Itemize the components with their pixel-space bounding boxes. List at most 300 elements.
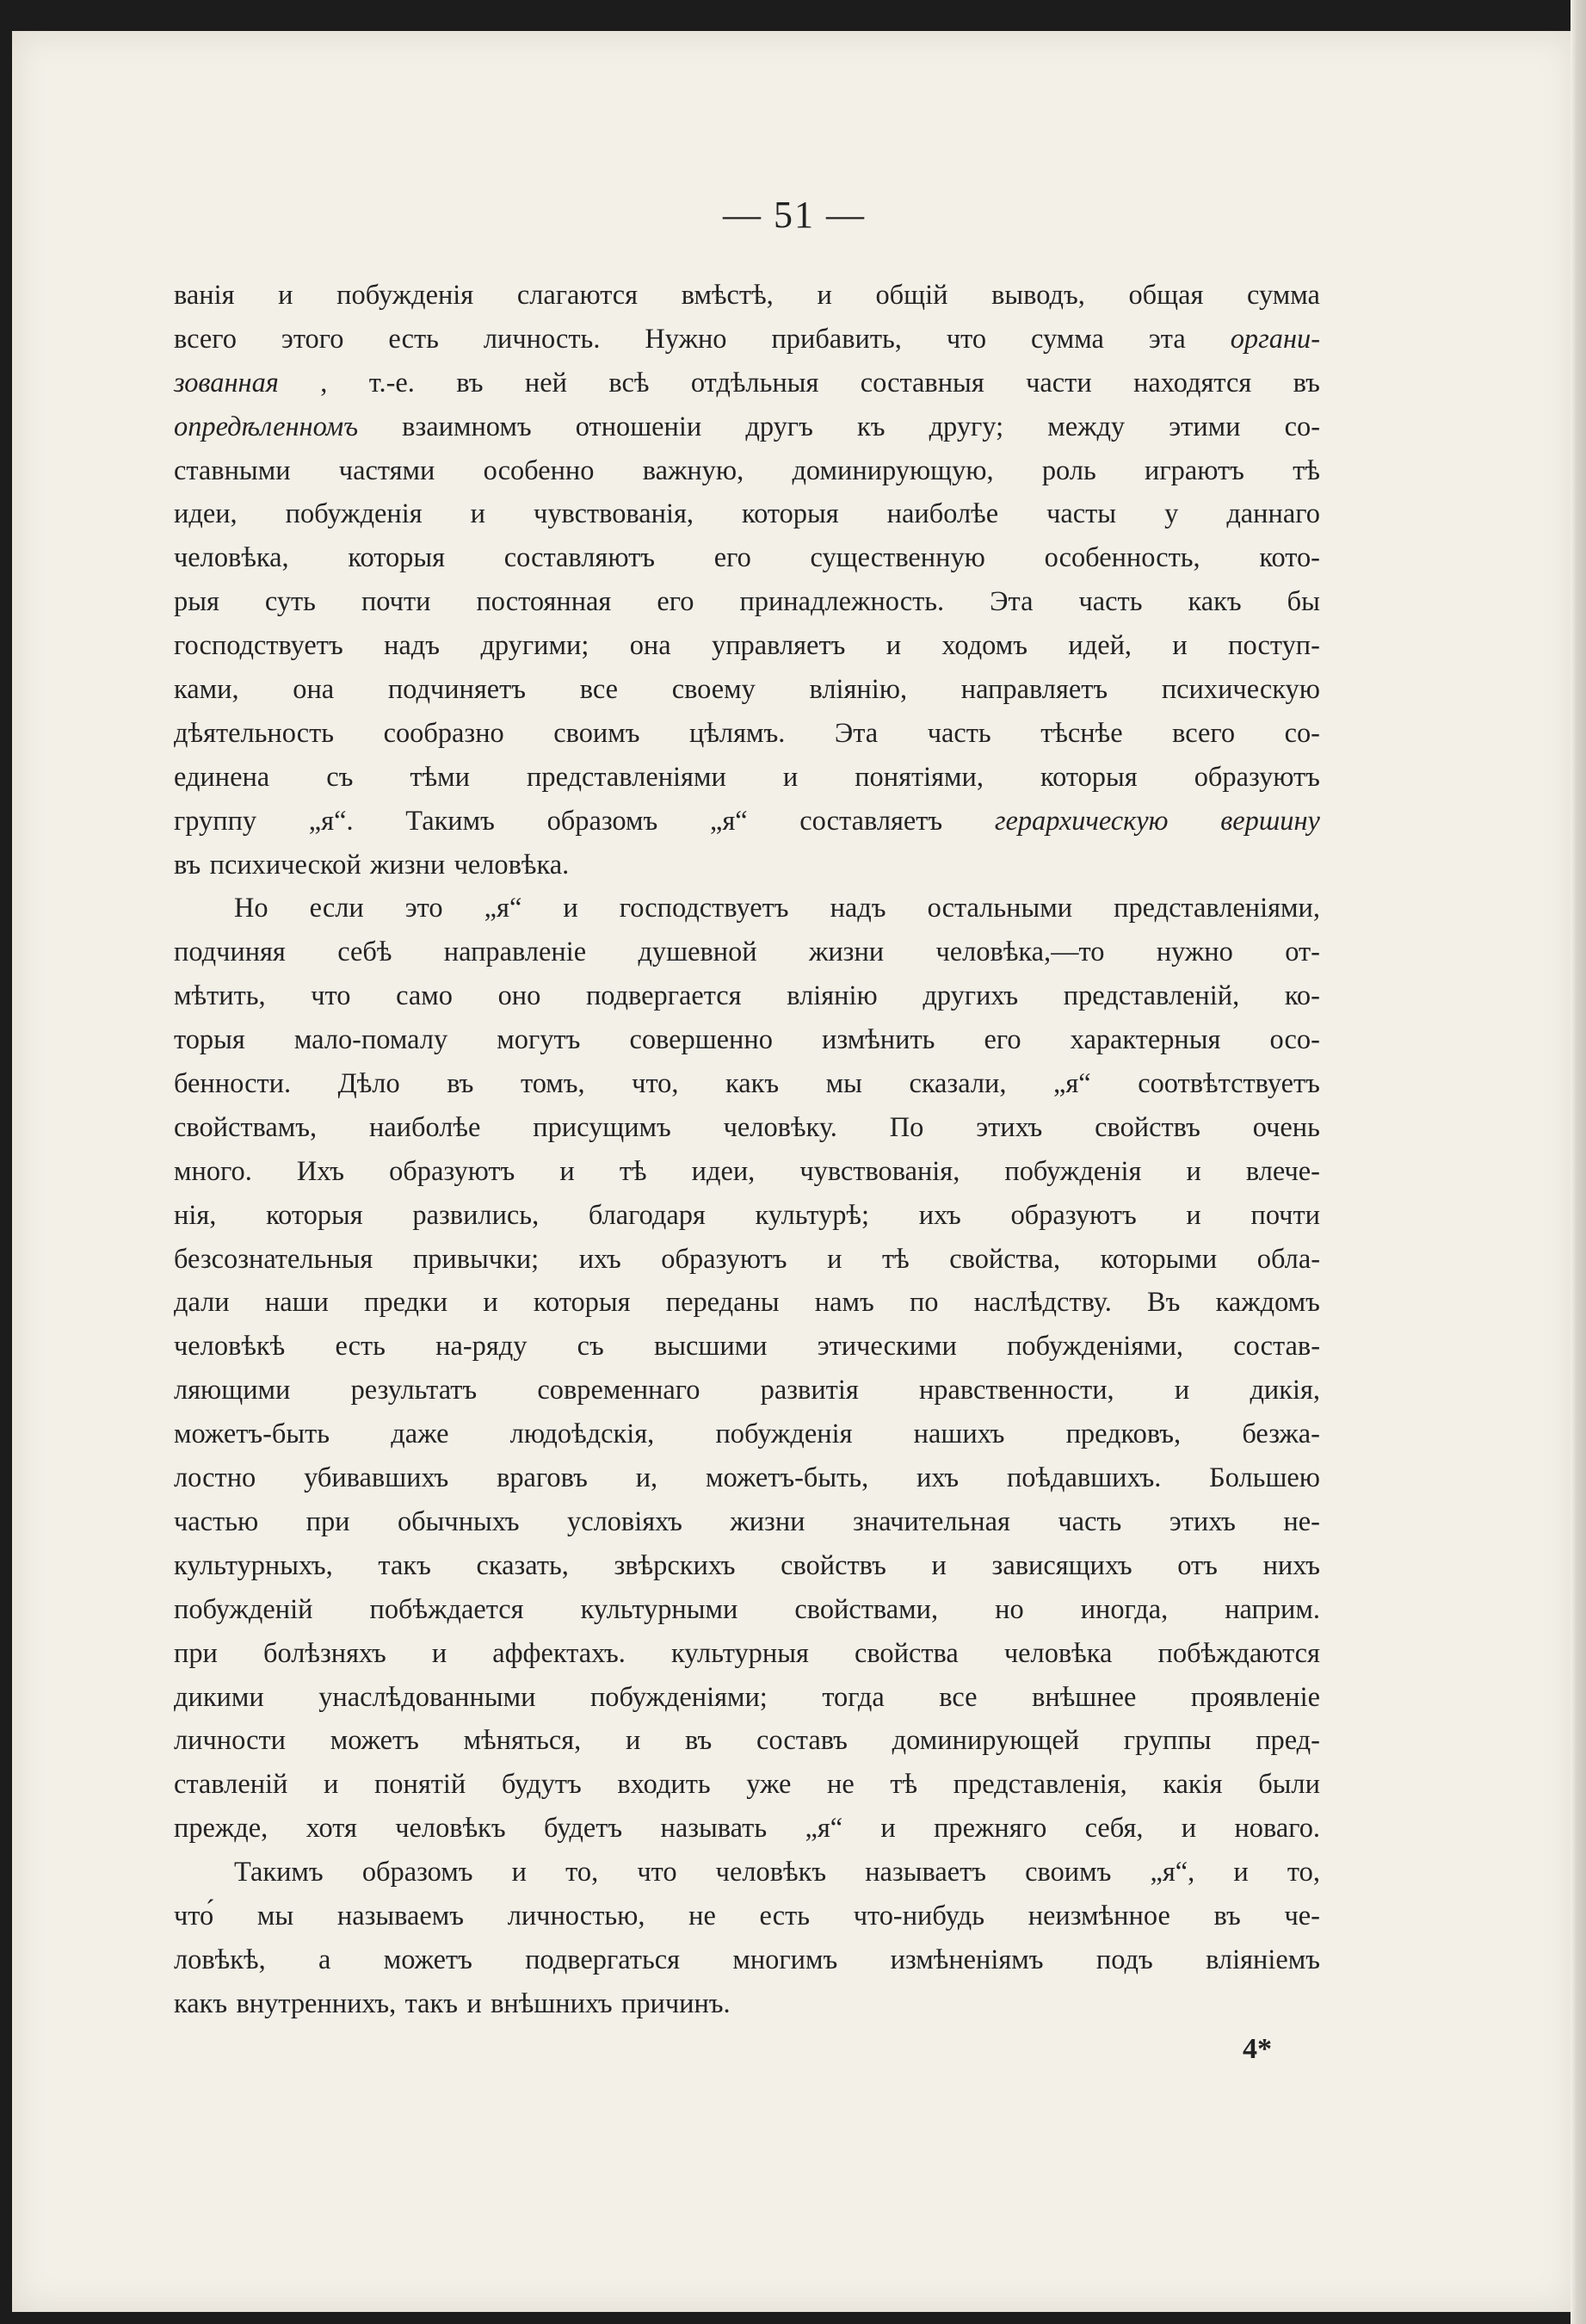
word: осо- bbox=[1269, 1024, 1320, 1056]
word: не bbox=[688, 1900, 716, 1932]
signature-mark: 4* bbox=[1243, 2033, 1272, 2065]
word: подъ bbox=[1095, 1944, 1153, 1975]
text-line bbox=[174, 580, 1320, 624]
word: идеи, bbox=[174, 498, 238, 530]
text-line bbox=[174, 1851, 1320, 1894]
word: кото- bbox=[1259, 542, 1320, 574]
word: томъ, bbox=[520, 1068, 585, 1100]
word: ихъ bbox=[918, 1199, 961, 1231]
word: которыя bbox=[348, 542, 445, 574]
text-line bbox=[174, 1281, 1320, 1325]
word: обычныхъ bbox=[397, 1505, 520, 1537]
word: „я“ bbox=[709, 805, 748, 837]
word: какъ bbox=[1188, 586, 1242, 618]
word: , bbox=[320, 367, 328, 399]
word: которыя bbox=[742, 498, 839, 530]
word: Такимъ bbox=[405, 805, 495, 837]
word: и bbox=[483, 1287, 498, 1319]
word: принадлежность. bbox=[739, 586, 945, 618]
text-line bbox=[174, 974, 1320, 1018]
word: въ bbox=[1293, 367, 1320, 399]
text-line bbox=[174, 1369, 1320, 1412]
word: составляютъ bbox=[503, 542, 656, 574]
word: и bbox=[1174, 1375, 1190, 1406]
word: и bbox=[511, 1857, 527, 1888]
word: Дѣло bbox=[337, 1068, 400, 1100]
text-line bbox=[174, 624, 1320, 668]
word: „я“ bbox=[484, 893, 522, 924]
word: органи- bbox=[1230, 323, 1320, 355]
word: на-ряду bbox=[435, 1331, 528, 1363]
word: входить bbox=[617, 1769, 711, 1801]
word: въ bbox=[447, 1068, 474, 1100]
word: всего bbox=[174, 323, 237, 355]
word: влече- bbox=[1245, 1155, 1320, 1187]
word: цѣлямъ. bbox=[689, 717, 786, 749]
word: господствуетъ bbox=[619, 893, 789, 924]
word: этого bbox=[281, 323, 344, 355]
word: внѣшнее bbox=[1032, 1681, 1137, 1713]
word: человѣкъ bbox=[715, 1857, 827, 1888]
word: дѣятельность bbox=[174, 717, 335, 749]
word: неизмѣнное bbox=[1028, 1900, 1170, 1932]
word: образомъ bbox=[546, 805, 658, 837]
word: лостно bbox=[174, 1462, 256, 1494]
word: культурѣ; bbox=[755, 1199, 869, 1231]
word: какія bbox=[1163, 1769, 1223, 1801]
word: по bbox=[909, 1287, 939, 1319]
word: себя, bbox=[1084, 1813, 1144, 1845]
word: и bbox=[1186, 1155, 1201, 1187]
word: даже bbox=[391, 1419, 449, 1450]
word: мѣняться, bbox=[463, 1725, 582, 1757]
word: такъ bbox=[404, 1987, 459, 2019]
word: другъ bbox=[745, 411, 813, 442]
word: управляетъ bbox=[712, 630, 846, 662]
word: вмѣстѣ, bbox=[681, 280, 774, 311]
word: многимъ bbox=[732, 1944, 838, 1975]
word: свойства bbox=[854, 1637, 959, 1669]
word: со- bbox=[1284, 411, 1320, 442]
word: подвергаться bbox=[525, 1944, 680, 1975]
word: мы bbox=[825, 1068, 862, 1100]
word: тѣснѣе bbox=[1040, 717, 1123, 749]
word: она bbox=[629, 630, 671, 662]
word: человѣкъ bbox=[395, 1813, 506, 1845]
word: слагаются bbox=[516, 280, 639, 311]
word: что-нибудь bbox=[853, 1900, 985, 1932]
word: что bbox=[637, 1857, 677, 1888]
word: переданы bbox=[665, 1287, 780, 1319]
text-line bbox=[174, 492, 1320, 536]
word: часты bbox=[1046, 498, 1117, 530]
word: почти bbox=[361, 586, 431, 618]
word: и bbox=[470, 498, 486, 530]
word: современнаго bbox=[537, 1375, 700, 1406]
word: личность. bbox=[483, 323, 601, 355]
text-line bbox=[174, 318, 1320, 362]
word: побужденія bbox=[336, 280, 474, 311]
word: поступ- bbox=[1228, 630, 1320, 662]
word: подчиняетъ bbox=[387, 674, 527, 706]
word: зованная bbox=[174, 367, 279, 399]
word: Но bbox=[234, 893, 268, 924]
word: человѣка bbox=[1003, 1637, 1113, 1669]
word: которыми bbox=[1100, 1243, 1218, 1275]
word: „я“ bbox=[805, 1813, 843, 1845]
word: каждомъ bbox=[1215, 1287, 1320, 1319]
word: побужденія bbox=[1004, 1155, 1142, 1187]
text-line bbox=[174, 1018, 1320, 1062]
word: что bbox=[946, 323, 987, 355]
word: отношеніи bbox=[575, 411, 702, 442]
word: въ bbox=[1213, 1900, 1241, 1932]
word: его bbox=[713, 542, 751, 574]
word: тѣ bbox=[1293, 454, 1320, 486]
text-line bbox=[174, 536, 1320, 580]
word: какъ bbox=[725, 1068, 780, 1100]
word: присущимъ bbox=[533, 1111, 671, 1143]
word: единена bbox=[174, 761, 270, 793]
text-line bbox=[174, 1938, 1320, 1982]
word: общая bbox=[1128, 280, 1204, 311]
word: себѣ bbox=[337, 936, 392, 968]
text-line bbox=[174, 800, 1320, 844]
word: частью bbox=[174, 1505, 259, 1537]
text-line bbox=[174, 1238, 1320, 1282]
word: къ bbox=[856, 411, 886, 442]
word: наиболѣе bbox=[368, 1111, 481, 1143]
word: измѣнить bbox=[822, 1024, 935, 1056]
word: побѣждаются bbox=[1157, 1637, 1320, 1669]
word: у bbox=[1164, 498, 1179, 530]
word: Большею bbox=[1209, 1462, 1320, 1494]
word: представленій, bbox=[1063, 980, 1240, 1012]
word: предковъ, bbox=[1065, 1419, 1182, 1450]
word: образуютъ bbox=[389, 1155, 515, 1187]
word: очень bbox=[1252, 1111, 1320, 1143]
text-line bbox=[174, 1763, 1320, 1807]
word: важную, bbox=[642, 454, 744, 486]
word: и bbox=[880, 1813, 896, 1845]
word: будетъ bbox=[544, 1813, 623, 1845]
word: ками, bbox=[174, 674, 239, 706]
word: и bbox=[1233, 1857, 1249, 1888]
text-line bbox=[174, 844, 1320, 887]
word: зависящихъ bbox=[991, 1549, 1132, 1581]
word: опредѣленномъ bbox=[174, 411, 359, 442]
word: и, bbox=[635, 1462, 658, 1494]
word: ихъ bbox=[916, 1462, 960, 1494]
word: свойства, bbox=[949, 1243, 1061, 1275]
word: представленія, bbox=[953, 1769, 1127, 1801]
word: идеи, bbox=[691, 1155, 756, 1187]
word: но bbox=[995, 1593, 1024, 1625]
word: есть bbox=[335, 1331, 386, 1363]
word: и bbox=[278, 280, 293, 311]
word: идей, bbox=[1068, 630, 1132, 662]
word: то, bbox=[565, 1857, 599, 1888]
word: культурныя bbox=[671, 1637, 809, 1669]
word: мы bbox=[256, 1900, 294, 1932]
word: группы bbox=[1123, 1725, 1212, 1757]
word: въ bbox=[456, 367, 484, 399]
word: то, bbox=[1287, 1857, 1320, 1888]
word: прежняго bbox=[934, 1813, 1047, 1845]
word: и bbox=[817, 280, 832, 311]
word: развитія bbox=[760, 1375, 859, 1406]
word: Эта bbox=[990, 586, 1034, 618]
word: внѣшнихъ bbox=[491, 1987, 613, 2019]
word: своимъ bbox=[1025, 1857, 1112, 1888]
word: не bbox=[827, 1769, 855, 1801]
word: бенности. bbox=[174, 1068, 292, 1100]
word: предки bbox=[364, 1287, 448, 1319]
word: наприм. bbox=[1225, 1593, 1320, 1625]
word: жизни bbox=[370, 849, 446, 881]
word: хотя bbox=[305, 1813, 357, 1845]
word: культурныхъ, bbox=[174, 1549, 333, 1581]
word: направленіе bbox=[443, 936, 587, 968]
word: доминирующей bbox=[892, 1725, 1080, 1757]
word: вліяніемъ bbox=[1206, 1944, 1320, 1975]
word: намъ bbox=[814, 1287, 874, 1319]
word: образуютъ bbox=[1194, 761, 1320, 793]
page-number: — 51 — bbox=[723, 194, 866, 236]
word: ихъ bbox=[578, 1243, 621, 1275]
word: торыя bbox=[174, 1024, 245, 1056]
word: въ bbox=[685, 1725, 713, 1757]
text-line bbox=[174, 1456, 1320, 1500]
word: поѣдавшихъ. bbox=[1006, 1462, 1162, 1494]
word: она bbox=[293, 674, 335, 706]
word: этими bbox=[1169, 411, 1241, 442]
word: измѣненіямъ bbox=[890, 1944, 1044, 1975]
word: при bbox=[305, 1505, 350, 1537]
word: называть bbox=[660, 1813, 768, 1845]
word: часть bbox=[1078, 586, 1143, 618]
text-line bbox=[174, 1150, 1320, 1194]
text-line bbox=[174, 1719, 1320, 1763]
word: прежде, bbox=[174, 1813, 268, 1845]
word: человѣка. bbox=[454, 849, 570, 881]
word: составляетъ bbox=[799, 805, 943, 837]
text-line bbox=[174, 1500, 1320, 1544]
text-line bbox=[174, 1544, 1320, 1588]
word: свойствъ bbox=[781, 1549, 886, 1581]
word: тѣ bbox=[881, 1243, 910, 1275]
word: мѣтить, bbox=[174, 980, 266, 1012]
word: наши bbox=[264, 1287, 329, 1319]
word: ловѣкѣ, bbox=[174, 1944, 266, 1975]
word: и bbox=[324, 1769, 339, 1801]
word: ляющими bbox=[174, 1375, 291, 1406]
word: свойствамъ, bbox=[174, 1111, 318, 1143]
word: условіяхъ bbox=[567, 1505, 682, 1537]
word: обла- bbox=[1256, 1243, 1320, 1275]
word: привычки; bbox=[412, 1243, 540, 1275]
text-line bbox=[174, 930, 1320, 974]
word: не- bbox=[1283, 1505, 1320, 1537]
word: все bbox=[579, 674, 619, 706]
word: можетъ bbox=[383, 1944, 472, 1975]
text-line bbox=[174, 274, 1320, 318]
word: соотвѣтствуетъ bbox=[1138, 1068, 1320, 1100]
word: побужденіями; bbox=[589, 1681, 768, 1713]
word: По bbox=[889, 1111, 924, 1143]
word: психическую bbox=[1161, 674, 1320, 706]
word: Въ bbox=[1147, 1287, 1181, 1319]
word: отъ bbox=[1177, 1549, 1218, 1581]
word: личности bbox=[174, 1725, 286, 1757]
word: были bbox=[1258, 1769, 1320, 1801]
word: дикими bbox=[174, 1681, 264, 1713]
word: личностью, bbox=[507, 1900, 645, 1932]
word: представленіями bbox=[527, 761, 726, 793]
word: чувствованія, bbox=[534, 498, 694, 530]
word: частями bbox=[338, 454, 435, 486]
word: унаслѣдованными bbox=[318, 1681, 536, 1713]
word: ко- bbox=[1284, 980, 1320, 1012]
word: результатъ bbox=[350, 1375, 478, 1406]
word: Такимъ bbox=[234, 1857, 324, 1888]
word: вліянію bbox=[787, 980, 878, 1012]
word: человѣка,—то bbox=[935, 936, 1105, 968]
word: Эта bbox=[834, 717, 879, 749]
word: этихъ bbox=[1169, 1505, 1236, 1537]
word: убивавшихъ bbox=[304, 1462, 449, 1494]
word: взаимномъ bbox=[402, 411, 532, 442]
text-line bbox=[174, 1807, 1320, 1851]
word: господствуетъ bbox=[174, 630, 343, 662]
word: составъ bbox=[756, 1725, 848, 1757]
word: и bbox=[1181, 1813, 1197, 1845]
word: доминирующую, bbox=[792, 454, 994, 486]
text-line bbox=[174, 1676, 1320, 1720]
word: дикія, bbox=[1250, 1375, 1320, 1406]
word: это bbox=[404, 893, 443, 924]
word: надъ bbox=[830, 893, 886, 924]
word: выводъ, bbox=[991, 280, 1085, 311]
word: от- bbox=[1285, 936, 1320, 968]
text-line bbox=[174, 712, 1320, 756]
word: своему bbox=[671, 674, 756, 706]
word: благодаря bbox=[588, 1199, 706, 1231]
word: совершенно bbox=[629, 1024, 773, 1056]
word: значительная bbox=[852, 1505, 1010, 1537]
word: нужно bbox=[1156, 936, 1233, 968]
word: этическими bbox=[817, 1331, 957, 1363]
word: характерныя bbox=[1070, 1024, 1221, 1056]
word: тѣ bbox=[619, 1155, 647, 1187]
word: культурными bbox=[580, 1593, 738, 1625]
word: и bbox=[625, 1725, 641, 1757]
text-line bbox=[174, 1325, 1320, 1369]
word: все bbox=[939, 1681, 978, 1713]
word: остальными bbox=[927, 893, 1073, 924]
word: такъ bbox=[378, 1549, 431, 1581]
word: можетъ bbox=[330, 1725, 419, 1757]
word: а bbox=[318, 1944, 331, 1975]
word: жизни bbox=[730, 1505, 805, 1537]
word: бы bbox=[1287, 586, 1320, 618]
word: при bbox=[174, 1637, 218, 1669]
word: и bbox=[827, 1243, 842, 1275]
word: этихъ bbox=[976, 1111, 1043, 1143]
text-line bbox=[174, 1982, 1320, 2026]
word: если bbox=[309, 893, 364, 924]
text-line bbox=[174, 1062, 1320, 1106]
word: почти bbox=[1250, 1199, 1320, 1231]
word: герархическую bbox=[994, 805, 1169, 837]
word: побужденія bbox=[715, 1419, 853, 1450]
word: людоѣдскія, bbox=[509, 1419, 655, 1450]
word: всѣ bbox=[608, 367, 650, 399]
word: образуютъ bbox=[1010, 1199, 1137, 1231]
word: тѣми bbox=[410, 761, 470, 793]
word: нашихъ bbox=[913, 1419, 1005, 1450]
word: вліянію, bbox=[809, 674, 908, 706]
word: безжа- bbox=[1242, 1419, 1320, 1450]
word: проявленіе bbox=[1190, 1681, 1320, 1713]
word: т.-е. bbox=[368, 367, 415, 399]
word: особенность, bbox=[1044, 542, 1200, 574]
word: иногда, bbox=[1080, 1593, 1169, 1625]
word: можетъ-быть, bbox=[706, 1462, 869, 1494]
word: представленіями, bbox=[1114, 893, 1320, 924]
word: сказать, bbox=[476, 1549, 569, 1581]
word: „я“ bbox=[1053, 1068, 1091, 1100]
word: жизни bbox=[808, 936, 885, 968]
word: враговъ bbox=[497, 1462, 588, 1494]
word: „я“, bbox=[1150, 1857, 1195, 1888]
word: подчиняя bbox=[174, 936, 286, 968]
word: и bbox=[1186, 1199, 1201, 1231]
word: уже bbox=[746, 1769, 792, 1801]
text-line bbox=[174, 405, 1320, 449]
text-line bbox=[174, 1632, 1320, 1676]
word: че- bbox=[1284, 1900, 1320, 1932]
word: Нужно bbox=[645, 323, 727, 355]
word: что́ bbox=[174, 1900, 214, 1932]
word: свойствъ bbox=[1095, 1111, 1200, 1143]
word: эта bbox=[1148, 323, 1186, 355]
word: пред- bbox=[1256, 1725, 1320, 1757]
word: человѣку. bbox=[723, 1111, 837, 1143]
word: и bbox=[782, 761, 799, 793]
word: „я“. bbox=[308, 805, 354, 837]
word: образуютъ bbox=[661, 1243, 787, 1275]
word: и bbox=[931, 1549, 947, 1581]
word: въ bbox=[174, 849, 201, 881]
word: надъ bbox=[384, 630, 441, 662]
text-line bbox=[174, 668, 1320, 712]
word: дали bbox=[174, 1287, 230, 1319]
word: душевной bbox=[638, 936, 757, 968]
word: какъ bbox=[174, 1987, 228, 2019]
word: называетъ bbox=[865, 1857, 987, 1888]
word: между bbox=[1047, 411, 1126, 442]
word: которыя bbox=[266, 1199, 363, 1231]
word: ходомъ bbox=[941, 630, 1028, 662]
word: общій bbox=[875, 280, 948, 311]
word: со- bbox=[1284, 717, 1320, 749]
word: высшими bbox=[653, 1331, 768, 1363]
body-text bbox=[174, 274, 1320, 2026]
word: и bbox=[559, 1155, 575, 1187]
word: роль bbox=[1041, 454, 1096, 486]
text-line bbox=[174, 1894, 1320, 1938]
